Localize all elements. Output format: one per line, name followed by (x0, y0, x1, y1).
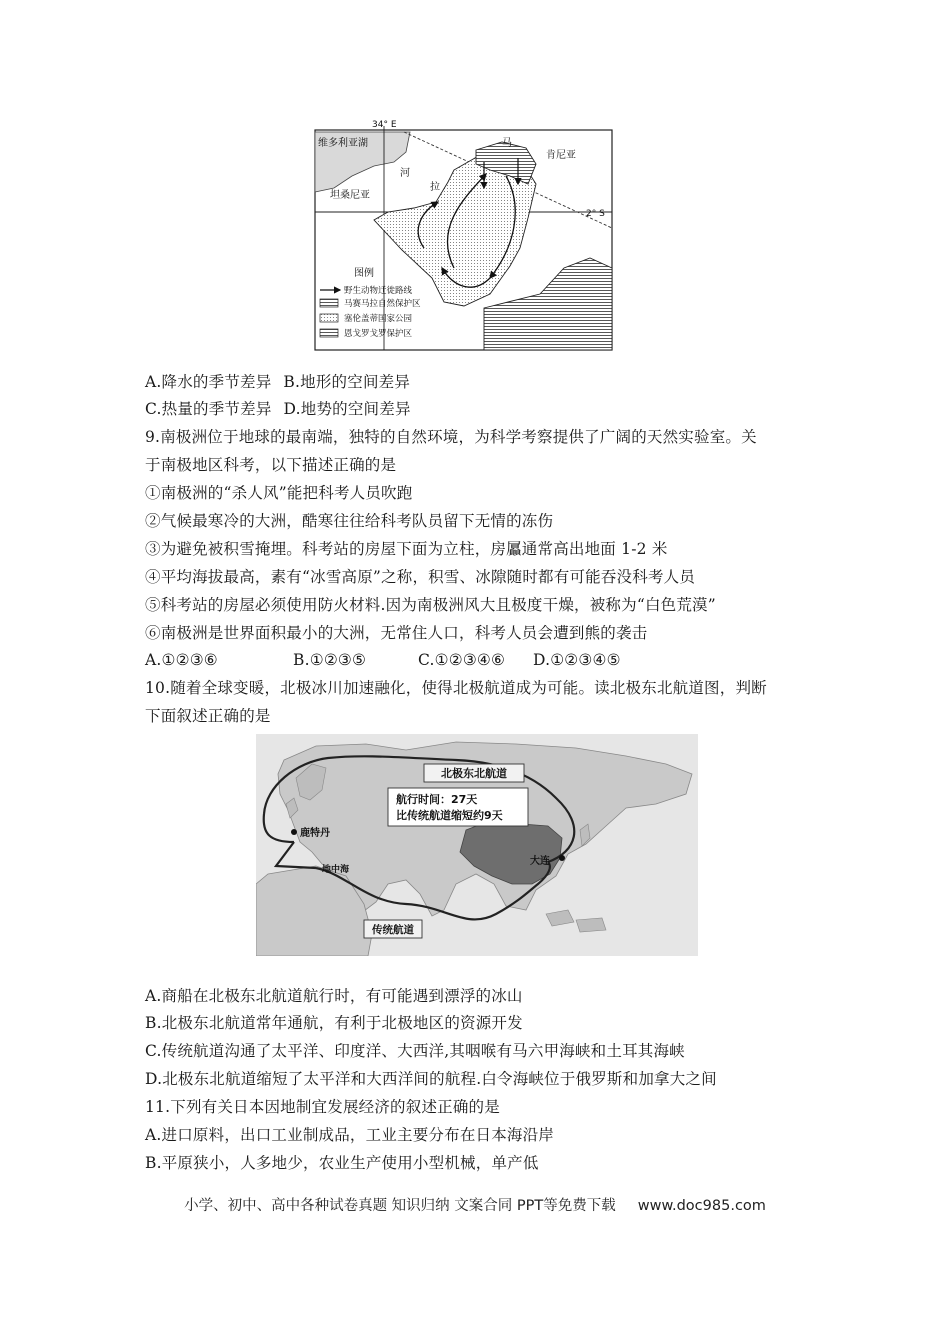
q9-item-3: ③为避免被积雪掩埋。科考站的房屋下面为立柱，房屭通常高出地面 1-2 米 (145, 540, 668, 558)
q11-stem: 11.下列有关日本因地制宜发展经济的叙述正确的是 (145, 1098, 500, 1116)
q9-item-6: ⑥南极洲是世界面积最小的大洲，无常住人口，科考人员会遭到熊的袭击 (145, 624, 648, 642)
sea-mediterranean: 地中海 (322, 865, 350, 875)
river-label-1: 马 (502, 138, 512, 149)
arctic-route-map-figure (256, 734, 698, 956)
legend-item-serengeti: 塞伦盖蒂国家公园 (344, 314, 413, 324)
q11-option-b: B.平原狭小，人多地少，农业生产使用小型机械，单产低 (145, 1154, 539, 1172)
footer-text: 小学、初中、高中各种试卷真题 知识归纳 文案合同 PPT等免费下载 (184, 1198, 616, 1214)
q10-stem-line-1: 10.随着全球变暖，北极冰川加速融化，使得北极航道成为可能。读北极东北航道图，判断 (145, 679, 767, 697)
q10-option-c: C.传统航道沟通了太平洋、印度洋、大西洋,其咽喉有马六甲海峡和土耳其海峡 (145, 1042, 685, 1060)
page-footer (0, 1194, 950, 1215)
footer-url[interactable]: www.doc985.com (637, 1198, 766, 1214)
legend-item-ngorongoro: 恩戈罗戈罗保护区 (344, 329, 413, 339)
route-title-label: 北极东北航道 (441, 767, 507, 780)
time-saved-text: 比传统航道缩短约9天 (396, 809, 503, 822)
q8-options-row-2 (145, 399, 411, 419)
legend-item-migration: 野生动物迁徙路线 (344, 286, 413, 296)
migration-map-figure (314, 118, 614, 352)
legend-item-masai-mara: 马赛马拉自然保护区 (344, 299, 421, 309)
q8-option-b: B.地形的空间差异 (283, 373, 411, 391)
river-label-2: 河 (400, 168, 410, 179)
sailing-time-text: 航行时间：27天 (396, 793, 478, 806)
q10-option-a: A.商船在北极东北航道航行时，有可能遇到漂浮的冰山 (145, 987, 523, 1005)
q10-option-d: D.北极东北航道缩短了太平洋和大西洋间的航程.白令海峡位于俄罗斯和加拿大之间 (145, 1070, 717, 1088)
city-rotterdam: 鹿特丹 (300, 828, 330, 839)
legend-title: 图例 (354, 268, 374, 279)
q10-stem-line-2: 下面叙述正确的是 (145, 707, 271, 725)
q8-option-c: C.热量的季节差异 (145, 400, 272, 418)
q9-options (145, 650, 621, 670)
river-label-3: 拉 (430, 182, 440, 193)
q10-option-b: B.北极东北航道常年通航，有利于北极地区的资源开发 (145, 1014, 523, 1032)
q9-option-c: C.①②③④⑥ (418, 651, 506, 669)
q9-item-5: ⑤科考站的房屋必须使用防火材料.因为南极洲风大且极度干燥，被称为“白色荒漠” (145, 596, 716, 614)
traditional-route-label: 传统航道 (372, 924, 414, 936)
parallel-label: 2° S (586, 209, 605, 219)
q8-option-d: D.地势的空间差异 (283, 400, 411, 418)
q11-option-a: A.进口原料，出口工业制成品，工业主要分布在日本海沿岸 (145, 1126, 555, 1144)
country-kenya: 肯尼亚 (546, 150, 576, 161)
meridian-label: 34° E (372, 120, 397, 130)
q8-option-a: A.降水的季节差异 (145, 373, 272, 391)
q9-stem-line-1: 9.南极洲位于地球的最南端，独特的自然环境，为科学考察提供了广阔的天然实验室。关 (145, 428, 757, 446)
lake-label: 维多利亚湖 (318, 138, 368, 149)
q9-option-d: D.①②③④⑤ (533, 651, 621, 669)
q9-option-a: A.①②③⑥ (145, 651, 218, 669)
q8-options-row-1 (145, 372, 410, 392)
q9-stem-line-2: 于南极地区科考，以下描述正确的是 (145, 456, 397, 474)
q9-option-b: B.①②③⑤ (293, 651, 367, 669)
q9-item-1: ①南极洲的“杀人风”能把科考人员吹跑 (145, 484, 413, 502)
country-tanzania: 坦桑尼亚 (330, 190, 370, 201)
q9-item-4: ④平均海拔最高，素有“冰雪高原”之称，积雪、冰隙随时都有可能吞没科考人员 (145, 568, 696, 586)
q9-item-2: ②气候最寒冷的大洲，酷寒往往给科考队员留下无情的冻伤 (145, 512, 554, 530)
city-dalian: 大连 (530, 856, 550, 867)
